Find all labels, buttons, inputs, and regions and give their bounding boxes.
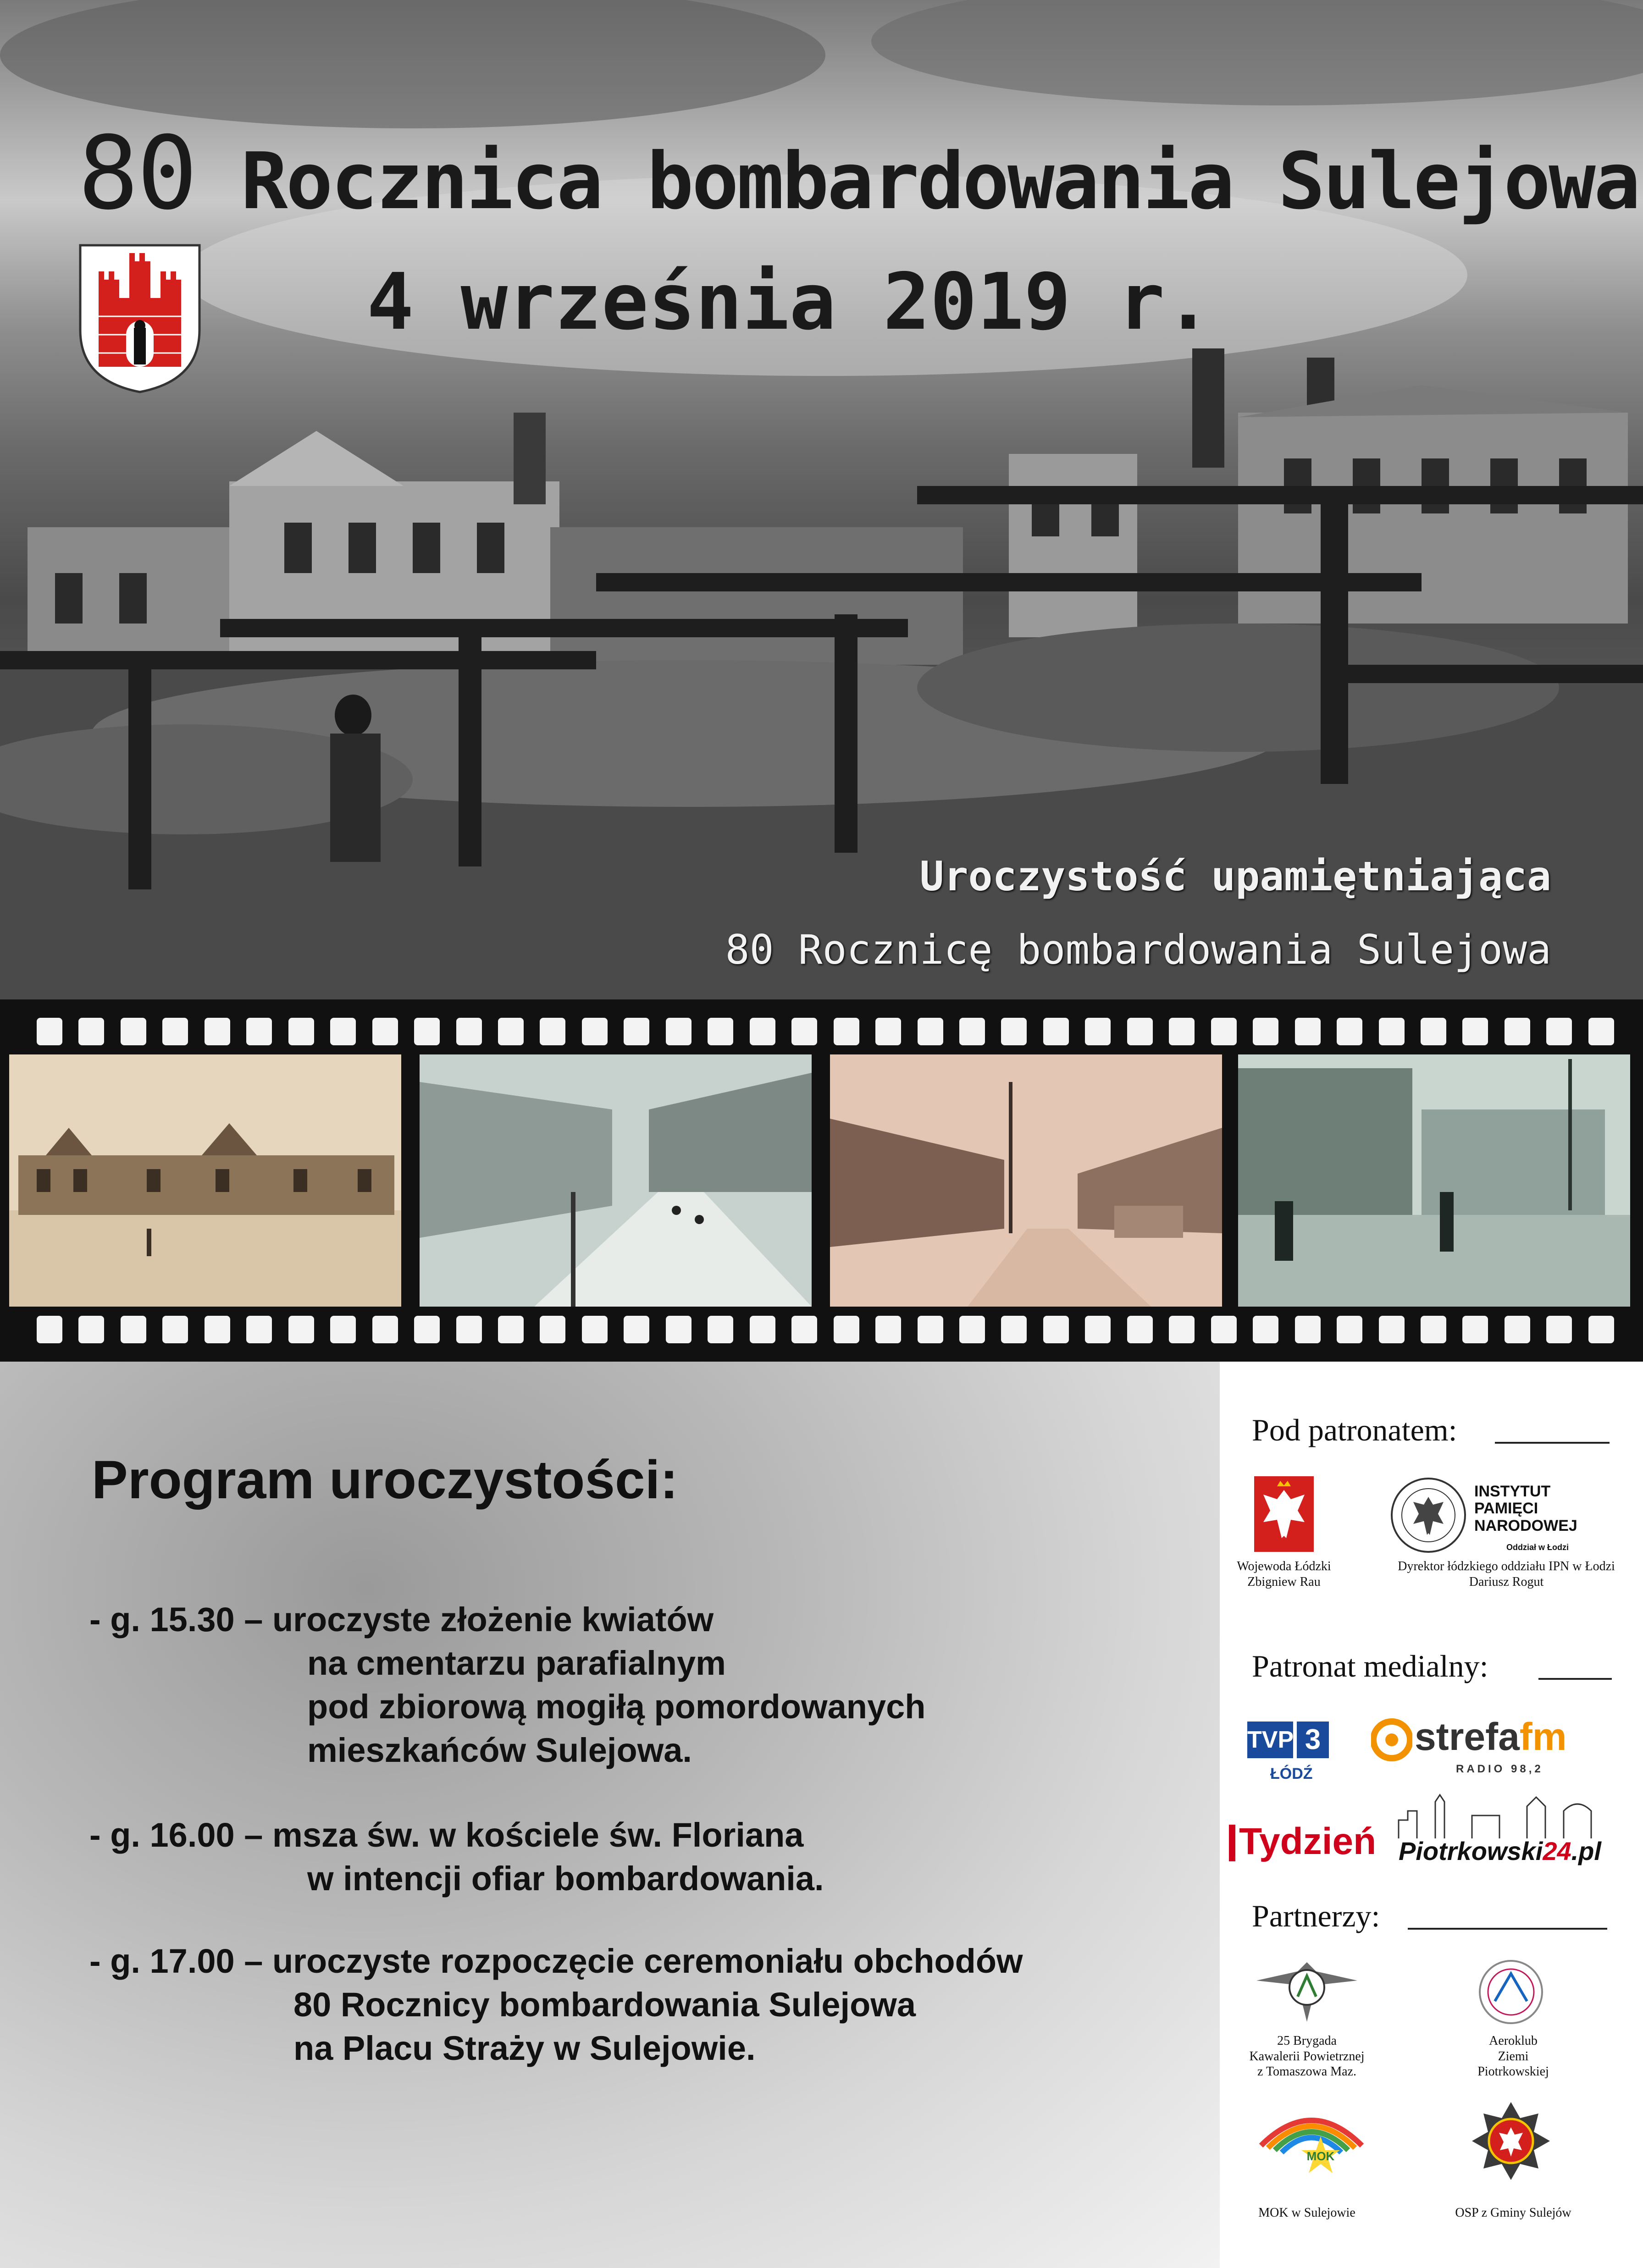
patron-1-name: Zbigniew Rau: [1247, 1574, 1321, 1589]
program-item-1-line-3: pod zbiorową mogiłą pomordowanych: [307, 1688, 926, 1726]
sponsors-sidebar: [1220, 1362, 1643, 2268]
patronage-heading: Pod patronatem:: [1252, 1413, 1457, 1447]
film-frame-3: [830, 1054, 1222, 1307]
partner-1-caption: [1229, 2033, 1385, 2080]
sulejow-crest-icon: [78, 243, 202, 394]
program-item-1-line-1: - g. 15.30 – uroczyste złożenie kwiatów: [89, 1600, 714, 1639]
ipn-branch: Oddział w Łodzi: [1506, 1543, 1569, 1552]
tvp-number: 3: [1297, 1722, 1329, 1758]
piotrkowski-number: 24: [1543, 1837, 1571, 1865]
film-frame-4: [1238, 1054, 1630, 1307]
strefa-word: strefa: [1415, 1715, 1520, 1758]
lower-section: [0, 1362, 1643, 2268]
tvp-brand: TVP: [1247, 1722, 1293, 1758]
partner-4-caption: OSP z Gminy Sulejów: [1455, 2206, 1571, 2220]
strefa-swirl-icon: [1371, 1717, 1412, 1763]
film-strip: [0, 999, 1643, 1362]
strefa-radio: RADIO 98,2: [1456, 1763, 1543, 1775]
partners-heading: Partnerzy:: [1252, 1898, 1380, 1933]
patron-1-caption: [1224, 1559, 1344, 1589]
media-heading: Patronat medialny:: [1252, 1649, 1488, 1683]
osp-badge-icon: [1470, 2100, 1552, 2182]
program-item-2-line-2: w intencji ofiar bombardowania.: [307, 1860, 824, 1898]
patron-2-caption: [1371, 1559, 1642, 1589]
partner-1-line-1: 25 Brygada: [1277, 2034, 1337, 2048]
piotrkowski-text: [1399, 1836, 1601, 1866]
film-frame-1: [9, 1054, 401, 1307]
media-rule: [1538, 1678, 1612, 1680]
program-item-1-line-4: mieszkańców Sulejowa.: [307, 1731, 692, 1769]
event-date: 4 września 2019 r.: [367, 257, 1212, 348]
film-sprocket-holes-bottom: [37, 1316, 1614, 1343]
aeroklub-badge-icon: [1474, 1958, 1548, 2026]
ipn-name-line-3: NARODOWEJ: [1474, 1517, 1577, 1534]
title-number: 80: [78, 115, 196, 232]
ipn-seal-icon: [1389, 1476, 1467, 1554]
strefa-text: [1415, 1715, 1566, 1759]
ipn-name: [1474, 1483, 1577, 1534]
mok-logo-icon: [1256, 2095, 1366, 2187]
ipn-name-line-2: PAMIĘCI: [1474, 1500, 1538, 1518]
patron-2-name: Dariusz Rogut: [1469, 1574, 1544, 1589]
partners-rule: [1408, 1928, 1607, 1930]
strefa-fm: fm: [1519, 1715, 1567, 1758]
mok-logo-text: MOK: [1306, 2149, 1335, 2163]
partner-2-line-1: Aeroklub: [1489, 2034, 1538, 2048]
patronage-rule: [1495, 1442, 1610, 1444]
patron-1-title: Wojewoda Łódzki: [1237, 1559, 1331, 1573]
title-text: Rocznica bombardowania Sulejowa: [241, 136, 1639, 227]
partner-3-caption: MOK w Sulejowie: [1258, 2206, 1355, 2220]
program-heading: Program uroczystości:: [92, 1450, 678, 1510]
tydzien-text: Tydzień: [1239, 1821, 1377, 1862]
partner-1-line-3: z Tomaszowa Maz.: [1257, 2064, 1356, 2079]
partner-2-line-2: Ziemi: [1498, 2049, 1529, 2064]
partner-2-caption: [1435, 2033, 1591, 2080]
poster-title: [78, 115, 1639, 232]
program-item-3-line-3: na Placu Straży w Sulejowie.: [293, 2029, 756, 2067]
piotrkowski-skyline-icon: [1389, 1793, 1610, 1843]
tvp-city: ŁÓDŹ: [1270, 1765, 1313, 1782]
polish-eagle-icon: [1254, 1476, 1314, 1552]
film-frame-2: [420, 1054, 812, 1307]
piotrkowski-word: Piotrkowski: [1399, 1837, 1543, 1865]
subtitle-line-2: 80 Rocznicę bombardowania Sulejowa: [725, 926, 1551, 973]
program-item-3-line-1: - g. 17.00 – uroczyste rozpoczęcie ceremoniału obchodów: [89, 1942, 1023, 1980]
patron-2-title: Dyrektor łódzkiego oddziału IPN w Łodzi: [1398, 1559, 1615, 1573]
program-item-2-line-1: - g. 16.00 – msza św. w kościele św. Floriana: [89, 1816, 804, 1854]
partner-2-line-3: Piotrkowskiej: [1477, 2064, 1549, 2079]
program-item-3-line-2: 80 Rocznicy bombardowania Sulejowa: [293, 1986, 916, 2024]
program-item-1-line-2: na cmentarzu parafialnym: [307, 1644, 726, 1682]
film-sprocket-holes-top: [37, 1018, 1614, 1045]
brigade-badge-icon: [1256, 1953, 1357, 2026]
subtitle-line-1: Uroczystość upamiętniająca: [919, 853, 1551, 900]
tydzien-bar: [1229, 1825, 1235, 1861]
ipn-name-line-1: INSTYTUT: [1474, 1483, 1551, 1500]
piotrkowski-tld: .pl: [1571, 1837, 1601, 1865]
hero-photo: [0, 0, 1643, 999]
partner-1-line-2: Kawalerii Powietrznej: [1249, 2049, 1365, 2064]
